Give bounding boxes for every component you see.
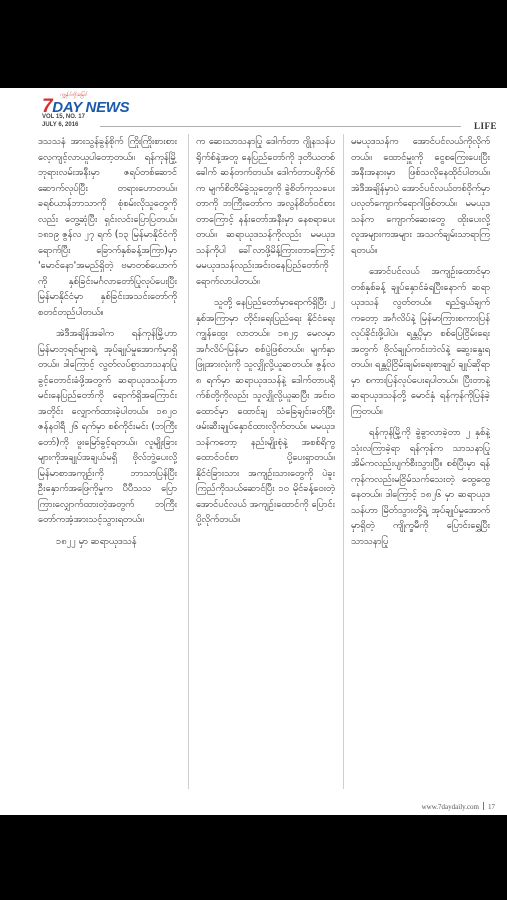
footer-website: www.7daydaily.com — [421, 803, 479, 811]
paragraph: သူတို့ နေပြည်တော်မှာရောက်ရှိပြီး ၂ နှစ်အကြာမှာ တိုင်းရေးပြည်ရေး နိုင်ငံရေးကျွန်ထွေး လာတယ်။ ၁၈၂၄ မေလမှာ အင်္ဂလိပ်-မြန်မာ စစ်ပွဲဖြစ်တယ်။ မျက်နှာဖြူအားလုံးကို သူလျှိုလို့ယူဆတယ်။ ဇွန်လ ၈ ရက်မှာ ဆရာယုဒသန်နဲ့ ဒေါက်တာပရိုက်စ်တို့ကိုလည်း သူလျှိုလို့ယူဆပြီး အင်းဝထောင်မှာ ထောင်ချ သံခြေချင်းခတ်ပြီး ဖမ်းဆီးချုပ်နှောင်ထားလိုက်တယ်။ မမယုဒသန်ကတော့ နည်းမျိုးစုံနဲ့ အစစ်ရိကွ ထောင်ဝင်စာ ပို့ပေးရှာတယ်။ နိုင်ငံခြားသား အကျဉ်းသားတွေကို ပဲခူးကြည်ကိုသယ်ဆောင်ပြီး ၁၀ မိုင်ခန့်ဝေးတဲ့ အောင်ပင်လယ် အကျဉ်းထောင်ကို ပြောင်းပို့လိုက်တယ်။ — [196, 297, 335, 525]
page-footer — [422, 802, 495, 811]
article-column-1 — [38, 134, 177, 794]
issue-volume: VOL 15, NO. 17 — [42, 114, 85, 120]
section-label: LIFE — [473, 121, 497, 131]
paragraph: အောင်ပင်လယ် အကျဉ်းထောင်မှာ တစ်နှစ်ခန့် ချုပ်နှောင်ခံရပြီးနောက် ဆရာယုဒသန် လွတ်တယ်။ ရည်ရွယ်ချက်ကတော့ အင်္ဂလိပ်နဲ့ မြန်မာကြားစကားပြန်လုပ်ခိုင်းဖို့ပါပဲ။ ရန္တပိုမှာ စစ်ပြေငြိမ်းရေးအတွက် ဗိုလ်ချုပ်ကင်းဘဲလ်နဲ့ ဆွေးနွေးရတယ်။ ရန္တပိုငြိမ်းချမ်းရေးစာချုပ် ချုပ်ဆိုရာမှာ စကားပြန်လုပ်ပေးရပါတယ်။ ပြီးတာနဲ့ ဆရာယုဒသန်တို့ မောင်နှံ ရန်ကုန်ကိုပြန်ခဲ့ကြတယ်။ — [351, 266, 490, 417]
logo-text: DAY NEWS — [52, 99, 130, 116]
footer-separator — [483, 802, 484, 810]
paragraph: က ဆေးသာသနာပြု ဒေါက်တာ ဂျိုနသန်ပရိုက်စ်နဲ့အတူ နေပြည်တော်ကို ဒုတိယတစ်ခေါက် ဆန်တက်တယ်။ ဒေါက်တာပရိုက်စ်က မျက်စိတိမ်ခွဲသူတွေကို ခွဲစိတ်ကုသပေးတာကို ဘကြီးတော်က အလွန်စိတ်ဝင်စားတာကြောင့် နန်းတော်အနီးမှာ နေစရာပေးတယ်။ ဆရာယုဒသန်ကိုလည်း မမယုဒသန်ကိုပါ ခေါ်လာဖို့မိန့်ကြားတာကြောင့် မမယုဒသန်လည်းအင်းဝနေပြည်တော်ကို ရောက်လာပါတယ်။ — [196, 136, 335, 287]
masthead-tagline: ကျွန်ုပ်တို့အမြင် — [60, 92, 88, 98]
paragraph: ဒသသနံ အားသွန်ခွန်စိုက် ကြိုးကြိုးစားစား လေ့ကျင့်လာယူပါတော့တယ်။ ရန်ကုန်မြို့ ဘုရားလမ်းအနီးမှာ ဇရပ်တစ်ဆောင် ဆောက်လုပ်ပြီး တရားဟောတယ်။ ခရစ်ယာန်ဘာသာကို စုံစမ်းလိုသူတွေကိုလည်း တွေ့ဆုံပြီး ရှင်းလင်းပြောပြတယ်။ ၁၈၁၉ ဇွန်လ ၂၇ ရက် (၁၃ မြန်မာနိုင်ငံကို ရောက်ပြီး ခြောက်နှစ်ခန့်အကြာ)မှာ 'မောင်နော'အမည်ရှိတဲ့ ဗမာတစ်ယောက်ကို နှစ်ခြင်းမင်္ဂလာတော်ပြုလုပ်ပေးပြီး မြန်မာနိုင်ငံမှာ နှစ်ခြင်းအသင်းတော်ကို စတင်တည်ပါတယ်။ — [38, 136, 177, 318]
issue-info — [42, 113, 85, 129]
article-column-2 — [196, 134, 335, 794]
article-column-3 — [351, 134, 490, 794]
magazine-page — [0, 88, 507, 815]
page-number: 17 — [488, 803, 495, 811]
paragraph: ရန်ကုန်မြို့ကို ခွဲခွာလာခဲ့တာ ၂ နှစ်နဲ့ သုံးလကြာခဲ့ရာ ရန်ကုန်က သာသနာပြုအိမ်ကလည်းပျက်စီးသွားပြီ။ စစ်ပြီးမှာ ရန်ကုန်ကလည်းမငြိမ်သက်သေးတဲ့ ထွေထွေနေတယ်။ ဒါကြောင့် ၁၈၂၆ မှာ ဆရာယုဒသန်ဟာ မြိတ်သွားတို့ရဲ့ အုပ်ချုပ်မှုအောက်မှာရှိတဲ့ ကျိုက္ခမီကို ပြောင်းရွှေ့ပြီး သာသနာပြု — [351, 427, 490, 547]
paragraph: မမယုဒသန်က အောင်ပင်လယ်ကိုလိုက်တယ်။ ထောင်မှူးကို ငွေစကြေးပေးပြီး အနီးအနားမှာ ဖြစ်သလိုနေထိုင်ပါတယ်။ အဲဒီအချိန်မှာပဲ အောင်ပင်လယ်တစ်ဝိုက်မှာ ပလုတ်ကျောက်ရောဂါဖြစ်တယ်။ မမယုဒသန်က ကျောက်ဆေးတွေ ထိုးပေးလို့ လူအများကအများ အသက်ချမ်းသာရာကြရတယ်။ — [351, 136, 490, 256]
article-body — [38, 134, 490, 794]
issue-date: JULY 6, 2016 — [42, 122, 79, 128]
logo-seven: 7 — [42, 96, 53, 117]
paragraph: ၁၈၂၂ မှာ ဆရာယုဒသန် — [56, 535, 137, 547]
paragraph: အဲဒီအချိန်အခါက ရန်ကုန်မြို့ဟာ မြန်မာဘုရင်များရဲ့ အုပ်ချုပ်မှုအောက်မှာရှိတယ်။ ဒါကြောင့် လွတ်လပ်စွာသာသနာပြုခွင့်တောင်းခံဖို့အတွက် ဆရာယုဒသန်ဟာ မင်းနေပြည်တော်ကို ရောက်ရှိအကြောင်းအတိုင်း လျှောက်ထားခဲ့ပါတယ်။ ၁၈၂၀ ဇန်နဝါရီ ၂၆ ရက်မှာ စစ်ကိုင်းမင်း (ဘကြီးတော်)ကို ဖူးမြော်ခွင့်ရတယ်။ လူမျိုးခြားများကိုအချုပ်အချယ်မရှိ ဗိုလ်ဘွဲ့ပေးလို့ မြန်မာစာအကျဉ်းကို ဘာသာပြန်ပြီး ဦးနှောက်အဖြေကိုမှုက ပီပီသသ ပြောကြားလျှောက်ထားတဲ့အတွက် ဘကြီးတော်ကအံ့အားသင့်သွားရတယ်။ — [38, 328, 177, 525]
header-rule — [100, 126, 461, 127]
